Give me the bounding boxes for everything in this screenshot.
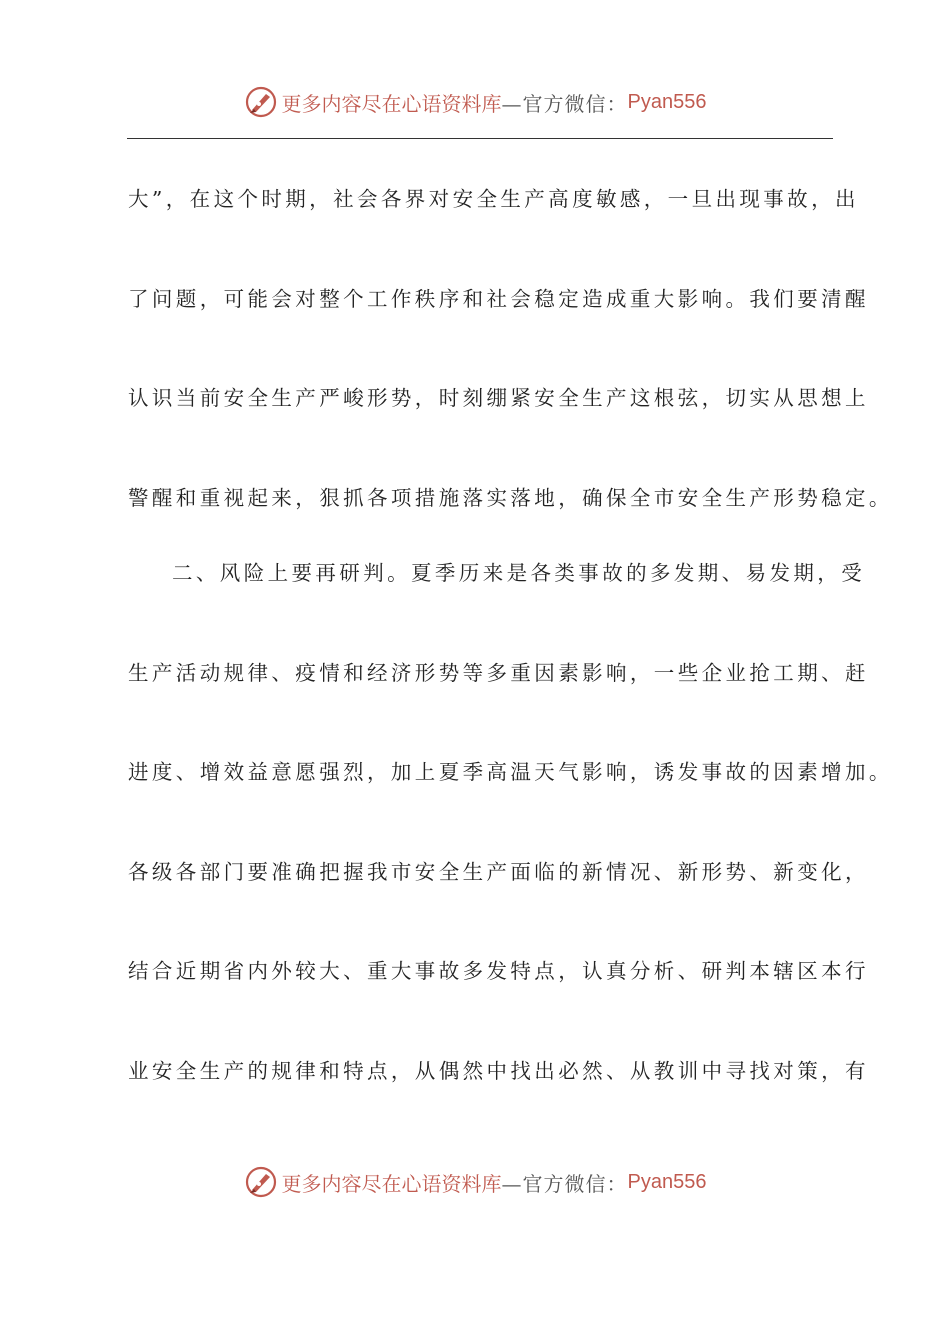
header-divider	[127, 138, 833, 139]
paragraph-line: 大”，在这个时期，社会各界对安全生产高度敏感，一旦出现事故，出	[128, 187, 859, 211]
paragraph-line: 了问题，可能会对整个工作秩序和社会稳定造成重大影响。我们要清醒	[128, 287, 869, 311]
paragraph-line: 生产活动规律、疫情和经济形势等多重因素影响，一些企业抢工期、赶	[128, 661, 869, 685]
paragraph-line: 认识当前安全生产严峻形势，时刻绷紧安全生产这根弦，切实从思想上	[128, 386, 869, 410]
paragraph-line: 结合近期省内外较大、重大事故多发特点，认真分析、研判本辖区本行	[128, 959, 869, 983]
pen-logo-icon	[244, 1165, 278, 1199]
header-banner	[0, 82, 950, 122]
header-separator-text: —官方微信：	[501, 91, 628, 116]
header-brand-text: 更多内容尽在心语资料库	[281, 91, 502, 116]
paragraph-line: 进度、增效益意愿强烈，加上夏季高温天气影响，诱发事故的因素增加。	[128, 760, 893, 784]
pen-logo-icon	[244, 85, 278, 119]
footer-separator-text: —官方微信：	[501, 1171, 628, 1196]
header-wechat-id: Pyan556	[627, 90, 707, 113]
footer-wechat-id: Pyan556	[627, 1170, 707, 1193]
section-heading-line: 二、风险上要再研判。夏季历来是各类事故的多发期、易发期，受	[172, 561, 866, 585]
paragraph-line: 业安全生产的规律和特点，从偶然中找出必然、从教训中寻找对策，有	[128, 1059, 869, 1083]
footer-brand-text: 更多内容尽在心语资料库	[281, 1171, 502, 1196]
footer-banner	[0, 1162, 950, 1202]
paragraph-line: 各级各部门要准确把握我市安全生产面临的新情况、新形势、新变化，	[128, 860, 869, 884]
paragraph-line: 警醒和重视起来，狠抓各项措施落实落地，确保全市安全生产形势稳定。	[128, 486, 893, 510]
